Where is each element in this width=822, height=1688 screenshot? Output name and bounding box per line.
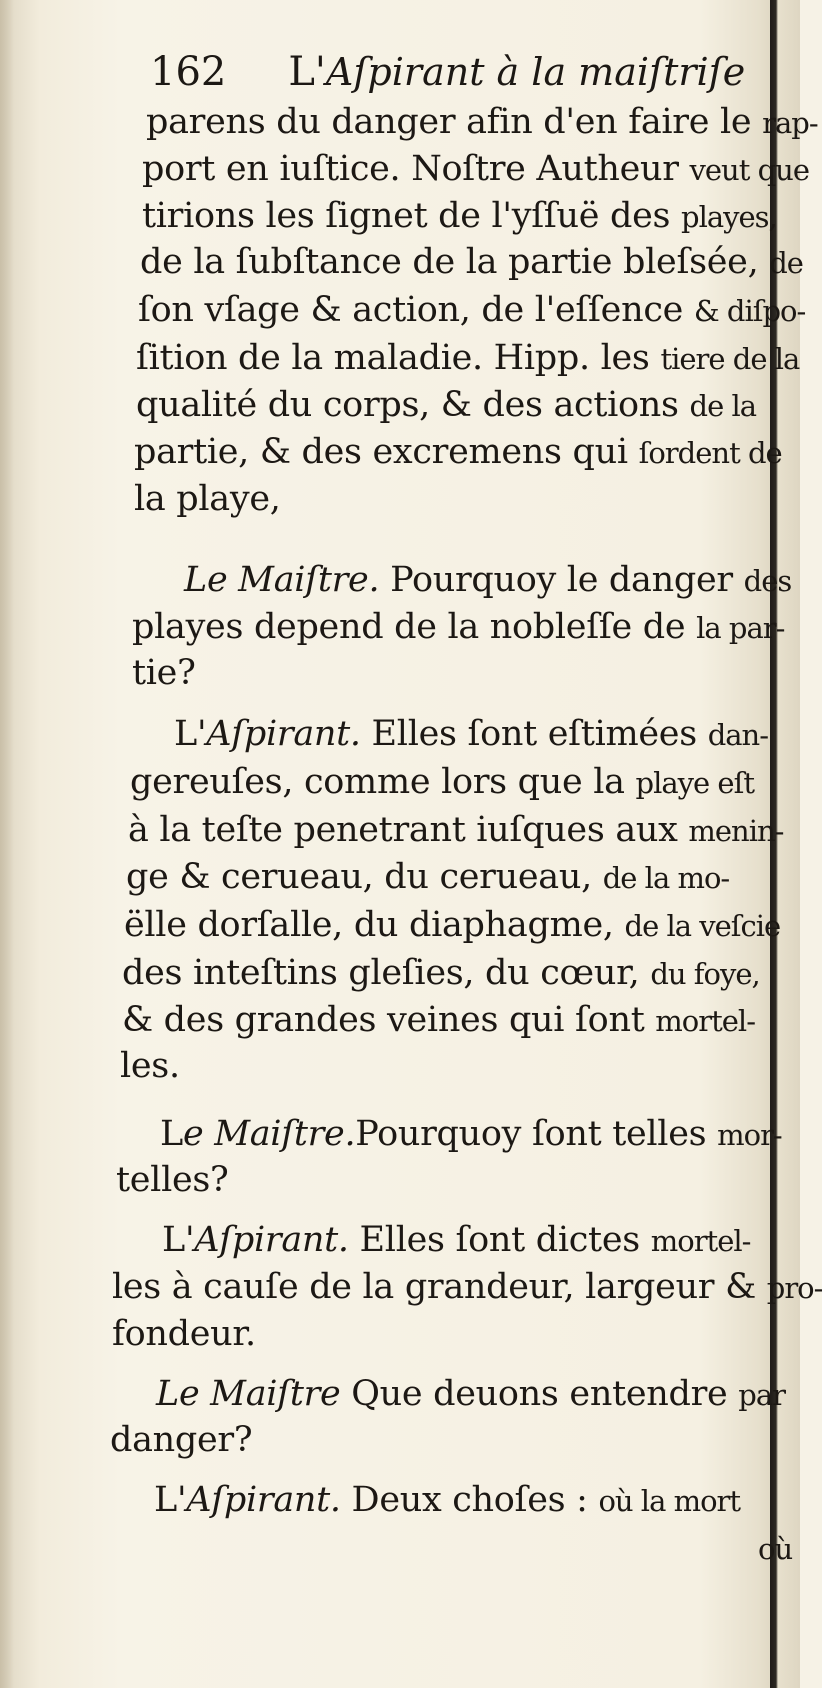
text-line: partie, & des excremens qui ſordent de [134, 432, 782, 472]
catchword: où [758, 1532, 793, 1566]
text-line: ſition de la maladie. Hipp. les tiere de la [136, 338, 800, 378]
text-line: la playe, [134, 479, 281, 519]
dialogue-line: des inteſtins gleſies, du cœur, du foye, [122, 953, 760, 993]
text-line: ſon vſage & action, de l'eſſence & diſpo- [138, 290, 806, 330]
dialogue-line: L'Aſpirant. Elles ſont dictes mortel- [162, 1220, 751, 1260]
dialogue-line: gereuſes, comme lors que la playe eſt [130, 762, 754, 802]
dialogue-line: danger? [110, 1420, 253, 1460]
dialogue-line: à la teſte penetrant iuſques aux menin- [128, 810, 784, 850]
text-line: tirions les ſignet de l'yſſuë des playes, [142, 196, 777, 236]
dialogue-line: & des grandes veines qui ſont mortel- [122, 1000, 755, 1040]
running-header [150, 42, 790, 102]
running-title-prefix: L' [288, 49, 326, 95]
dialogue-line: ge & cerueau, du cerueau, de la mo- [126, 857, 730, 897]
speaker-name: Aſpirant. [194, 1220, 349, 1260]
dialogue-line: les à cauſe de la grandeur, largeur & pro- [112, 1267, 822, 1307]
page-edge-shadow [0, 0, 14, 1688]
text-line: port en iuſtice. Noſtre Autheur veut que [142, 149, 810, 189]
dialogue-line: ëlle dorſalle, du diaphagme, de la veſcie [124, 905, 781, 945]
page-number: 162 [150, 49, 227, 95]
dialogue-line: L'Aſpirant. Deux choſes : où la mort [154, 1480, 741, 1520]
dialogue-line: L'Aſpirant. Elles ſont eſtimées dan- [174, 714, 769, 754]
text-line: de la ſubſtance de la partie bleſsée, de [140, 242, 803, 282]
speaker-name: e Maiſtre. [182, 1114, 356, 1154]
speaker-name: Le Maiſtre. [184, 560, 380, 600]
speaker-name: Le Maiſtre [156, 1374, 341, 1414]
text-line: parens du danger afin d'en faire le rap- [146, 102, 818, 142]
running-title: Aſpirant à la maiſtriſe [325, 50, 746, 94]
dialogue-line: Le Maiſtre. Pourquoy le danger des [184, 560, 792, 600]
dialogue-line: playes depend de la nobleſſe de la par- [132, 607, 785, 647]
text-line: qualité du corps, & des actions de la [136, 385, 757, 425]
dialogue-line: fondeur. [112, 1314, 256, 1354]
dialogue-line: Le Maiſtre Que deuons entendre par [156, 1374, 785, 1414]
dialogue-line: Le Maiſtre.Pourquoy ſont telles mor- [160, 1114, 782, 1154]
dialogue-line: les. [120, 1046, 180, 1086]
speaker-name: Aſpirant. [186, 1480, 341, 1520]
speaker-name: Aſpirant. [206, 714, 361, 754]
dialogue-line: telles? [116, 1160, 229, 1200]
dialogue-line: tie? [132, 653, 196, 693]
